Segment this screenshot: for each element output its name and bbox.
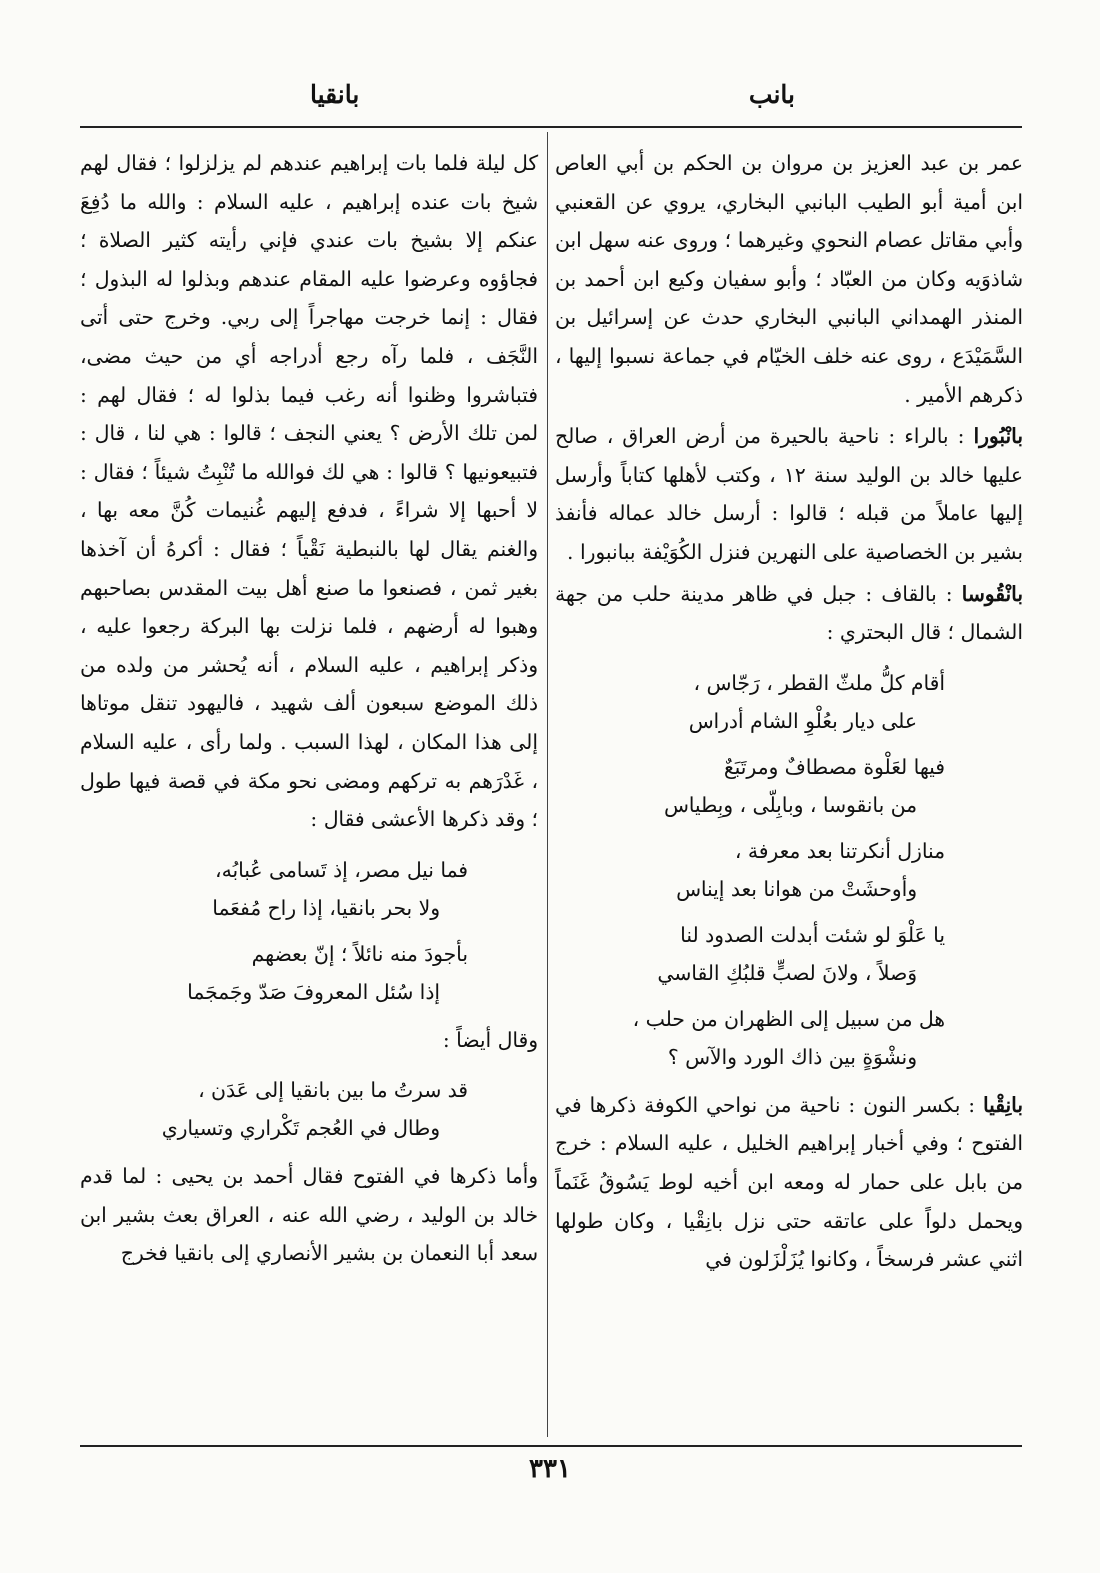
futuh-paragraph: وأما ذكرها في الفتوح فقال أحمد بن يحيى : لما قدم خالد بن الوليد ، رضي الله عنه ، العراق بعث بشير ابن سعد أبا النعمان بن بشير الأنصاري إلى بانقيا فخرج [80,1164,538,1266]
aasha-poem-1 [80,851,538,1011]
poem-line: ونشْوَةٍ بين ذاك الورد والآس ؟ [667,1044,917,1069]
poem-line: يا عَلْوَ لو شئت أبدلت الصدود لنا [680,922,945,947]
poem-intro: وقال أيضاً : [442,1027,538,1052]
bohtori-poem [555,664,1023,1076]
intro-paragraph: عمر بن عبد العزيز بن مروان بن الحكم بن أبي العاص ابن أمية أبو الطيب البانبي البخاري، يروي عن القعنبي وأبي مقاتل عصام النحوي وغيرهما ؛ وروى عنه سهل ابن شاذوَيه وكان من العبّاد ؛ وأبو سفيان وكيع ابن أحمد بن المنذر الهمداني البانبي البخاري حدث عن إسرائيل بن السَّمَيْدَع ، روى عنه خلف الخيّام في جماعة نسبوا إليها ، ذكرهم الأمير . [555,151,1023,407]
poem-line: وأوحشَتْ من هوانا بعد إيناس [676,876,917,901]
entry-headword: بانِقْيا [982,1092,1023,1117]
poem-line: منازل أنكرتنا بعد معرفة ، [734,838,945,863]
entry-text: : بالقاف : جبل في ظاهر مدينة حلب من جهة الشمال ؛ قال البحتري : [555,581,1023,645]
continuation-paragraph: كل ليلة فلما بات إبراهيم عندهم لم يزلزلوا ؛ فقال لهم شيخ بات عنده إبراهيم ، عليه السلام : والله ما دُفِعَ عنكم إلا بشيخ بات عندي فإني رأيته كثير الصلاة ؛ فجاؤوه وعرضوا عليه المقام عندهم وبذلوا له البذول ؛ فقال : إنما خرجت مهاجراً إلى ربي. وخرج حتى أتى النَّجَف ، فلما رآه رجع أدراجه أي من حيث مضى، فتباشروا وظنوا أنه رغب فيما بذلوا له ؛ فقال لهم : لمن تلك الأرض ؟ يعني النجف ؛ قالوا : هي لنا ، قال : فتبيعونيها ؟ قالوا : هي لك فوالله ما تُنْبِتُ شيئاً ؛ فقال : لا أحبها إلا شراءً ، فدفع إليهم غُنيمات كُنَّ معه بها ، والغنم يقال لها بالنبطية نَقْياً ؛ فقال : أكرهُ أن آخذها بغير ثمن ، فصنعوا ما صنع أهل بيت المقدس بصاحبهم وهبوا له أرضهم ، فلما نزلت بها البركة رجعوا عليه ، وذكر إبراهيم ، عليه السلام ، أنه يُحشر من ولده من ذلك الموضع سبعون ألف شهيد ، فاليهود تنقل موتاها إلى هذا المكان ، لهذا السبب . ولما رأى ، عليه السلام ، غَدْرَهم به تركهم ومضى نحو مكة في قصة فيها طول ؛ وقد ذكرها الأعشى فقال : [80,151,538,832]
poem-line: فيها لعَلْوة مصطافٌ ومرتَبَعٌ [723,754,945,779]
poem-line: بأجودَ منه نائلاً ؛ إنّ بعضهم [251,941,468,966]
entry-headword: بانْقُوسا [961,581,1023,606]
page-number: ٣٣١ [529,1454,571,1484]
poem-line: أقام كلُّ ملثّ القطر ، رَجّاس ، [693,670,945,695]
entry-text: : بالراء : ناحية بالحيرة من أرض العراق ، صالح عليها خالد بن الوليد سنة ١٢ ، وكتب لأهلها كتاباً وأرسل إليها عاملاً من قبله ؛ قالوا : أرسل خالد عماله فأنفذ بشير بن الخصاصية على النهرين فنزل الكُوَيْفة ببانبورا . [555,424,1023,564]
aasha-poem-2 [80,1071,538,1147]
header-rule [80,126,1022,128]
poem-line: فما نيل مصر، إذ تَسامى عُبابُه، [215,857,468,882]
entry-text: : بكسر النون : ناحية من نواحي الكوفة ذكرها في الفتوح ؛ وفي أخبار إبراهيم الخليل ، عليه السلام : خرج من بابل على حمار له ومعه ابن أخيه لوط يَسُوقُ غَنَماً ويحمل دلواً على عاتقه حتى نزل بانِقْيا ، وكان طولها اثني عشر فرسخاً ، وكانوا يُزَلْزَلون في [555,1092,1023,1272]
poem-line: قد سرتُ ما بين بانقيا إلى عَدَن ، [198,1078,468,1103]
footer-rule [80,1445,1022,1447]
poem-line: هل من سبيل إلى الظهران من حلب ، [632,1006,945,1031]
right-column [555,144,1023,1279]
header-right-word: بانب [748,80,795,109]
header-left-word: بانقيا [310,80,360,109]
left-column [80,144,538,1273]
entry-banqusa [555,575,1023,652]
poem-line: إذا سُئل المعروفَ صَدّ وجَمجَما [187,979,440,1004]
poem-line: ولا بحر بانقيا، إذا راح مُفعَما [212,895,440,920]
page-header [80,80,1020,124]
poem-line: وَصلاً ، ولانَ لصبٍّ قلبُكِ القاسي [657,960,917,985]
entry-baniqya [555,1086,1023,1279]
poem-line: وطال في العُجم تَكْراري وتسياري [161,1116,440,1141]
poem-line: على ديار بعُلْوِ الشام أدراس [688,708,917,733]
poem-line: من بانقوسا ، وبابِلّى ، وبِطياس [663,792,917,817]
entry-headword: بانْبُورا [973,424,1023,449]
column-divider [547,132,548,1437]
entry-banbura [555,417,1023,571]
